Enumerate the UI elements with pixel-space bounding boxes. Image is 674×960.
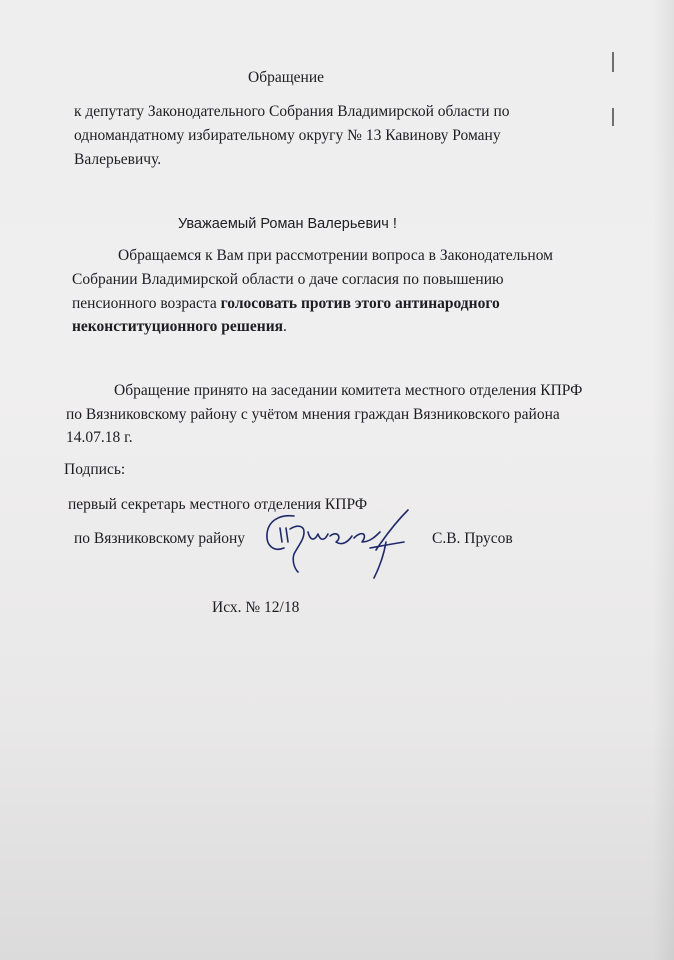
document-title: Обращение xyxy=(248,69,324,86)
handwritten-signature xyxy=(258,502,418,582)
appeal-line-4 xyxy=(72,316,287,338)
appeal-line-2: Собрании Владимирской области о даче согласия по повышению xyxy=(72,271,504,288)
appeal-line-1: Обращаемся к Вам при рассмотрении вопроса в Законодательном xyxy=(118,247,553,264)
signature-label: Подпись: xyxy=(64,461,126,478)
appeal-line-4-bold: неконституционного решения xyxy=(72,318,284,335)
edge-mark-bottom xyxy=(612,108,614,126)
appeal-line-3-plain: пенсионного возраста xyxy=(72,295,221,312)
appeal-line-4-end: . xyxy=(283,318,287,335)
page-shadow xyxy=(652,0,674,960)
addressee-line-2: одномандатному избирательному округу № 13 Кавинову Роману xyxy=(74,127,501,144)
outgoing-number: Исх. № 12/18 xyxy=(212,599,300,616)
addressee-line-1: к депутату Законодательного Собрания Владимирской области по xyxy=(74,103,510,120)
appeal-line-3-bold: голосовать против этого антинародного xyxy=(220,295,500,312)
appeal-line-3 xyxy=(72,293,500,315)
adoption-line-2: по Вязниковскому району с учётом мнения граждан Вязниковского района xyxy=(66,406,560,423)
edge-mark-top xyxy=(612,52,614,72)
adoption-line-1: Обращение принято на заседании комитета местного отделения КПРФ xyxy=(114,382,583,399)
signer-position-line-2: по Вязниковскому району xyxy=(74,530,246,547)
addressee-line-3: Валерьевичу. xyxy=(74,151,162,168)
signer-name: С.В. Прусов xyxy=(432,530,513,547)
signer-position-line-1: первый секретарь местного отделения КПРФ xyxy=(68,496,368,513)
adoption-line-3: 14.07.18 г. xyxy=(66,429,133,446)
salutation: Уважаемый Роман Валерьевич ! xyxy=(178,216,397,232)
